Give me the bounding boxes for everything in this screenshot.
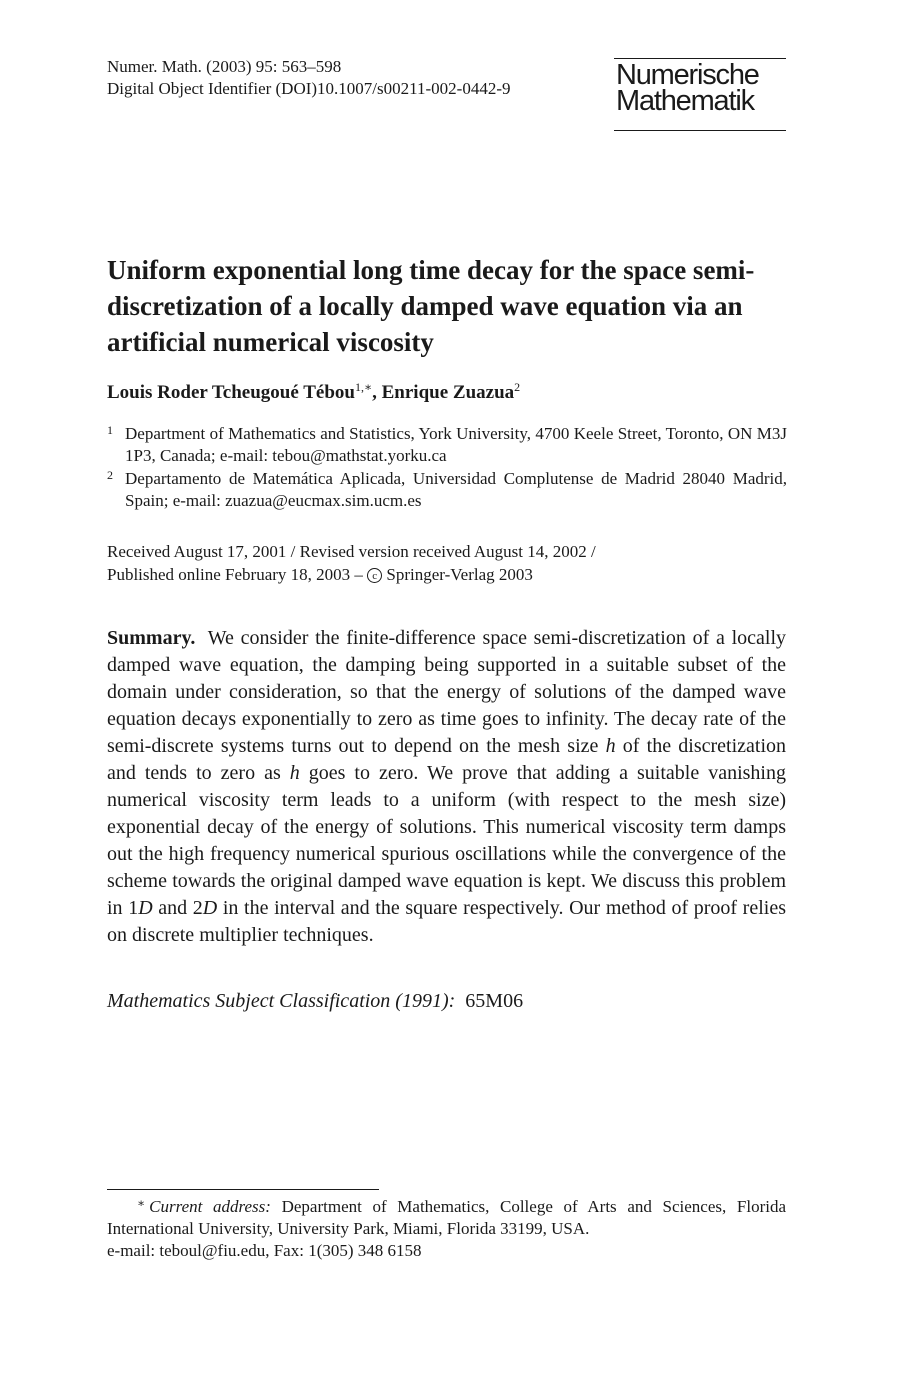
published-date: Published online February 18, 2003 – [107,565,368,584]
affiliation-number: 2 [107,468,113,482]
msc-label: Mathematics Subject Classification (1991): [107,990,456,1012]
author-affiliation-marker: 2 [514,380,521,394]
copyright-icon: c [367,568,382,583]
affiliation [107,468,787,512]
author-name: Louis Roder Tcheugoué Tébou [107,382,355,403]
journal-logo [614,58,786,131]
citation-line: Numer. Math. (2003) 95: 563–598 [107,57,342,76]
affiliation-text: Department of Mathematics and Statistics, York University, 4700 Keele Street, Toronto, ON M3J 1P3, Canada; e-mail: tebou@mathstat.yorku.ca [125,424,787,465]
author-name: Enrique Zuazua [381,382,515,403]
affiliation [107,423,787,467]
abstract-label: Summary. [107,627,196,649]
received-dates [107,540,596,586]
journal-logo-text: Numerische Mathematik [616,59,759,117]
msc-code: 65M06 [465,990,524,1012]
published-line [107,563,596,586]
paper-title: Uniform exponential long time decay for the space semi-discretization of a locally damped wave equation via an artificial numerical viscosity [107,255,755,357]
citation-header [107,56,511,100]
abstract-text: We consider the finite-difference space semi-discretization of a locally damped wave equation, the damping being supported in a suitable subset of the domain under consideration, so that the energy of solutions of the damped wave equation decays exponentially to zero as time goes to infinity. The decay rate of the semi-discrete systems turns out to depend on the mesh size h of the discretization and tends to zero as h goes to zero. We prove that adding a suitable vanishing numerical viscosity term leads to a uniform (with respect to the mesh size) exponential decay of the energy of solutions. This numerical viscosity term damps out the high frequency numerical spurious oscillations while the convergence of the scheme towards the original damped wave equation is kept. We discuss this problem in 1D and 2D in the interval and the square respectively. Our method of proof relies on discrete multiplier techniques. [107,627,787,946]
footnote-contact: e-mail: teboul@fiu.edu, Fax: 1(305) 348 6158 [107,1241,422,1260]
footnote-mark: ∗ [137,1196,146,1210]
publisher: Springer-Verlag 2003 [382,565,533,584]
affiliation-text: Departamento de Matemática Aplicada, Universidad Complutense de Madrid 28040 Madrid, Spain; e-mail: zuazua@eucmax.sim.ucm.es [125,469,787,510]
author-affiliation-marker: 1,∗ [354,380,373,394]
footnote-label: Current address: [149,1197,271,1216]
author-list [107,380,520,406]
subject-classification [107,988,523,1015]
received-line: Received August 17, 2001 / Revised version received August 14, 2002 / [107,542,596,561]
author-separator: , [372,382,382,403]
doi-line: Digital Object Identifier (DOI)10.1007/s00211-002-0442-9 [107,79,511,98]
footnote [107,1196,786,1262]
affiliation-number: 1 [107,423,113,437]
abstract [107,625,786,949]
footnote-text: Department of Mathematics, College of Arts and Sciences, Florida International University, University Park, Miami, Florida 33199, USA. [107,1197,786,1238]
footnote-divider [107,1189,379,1190]
